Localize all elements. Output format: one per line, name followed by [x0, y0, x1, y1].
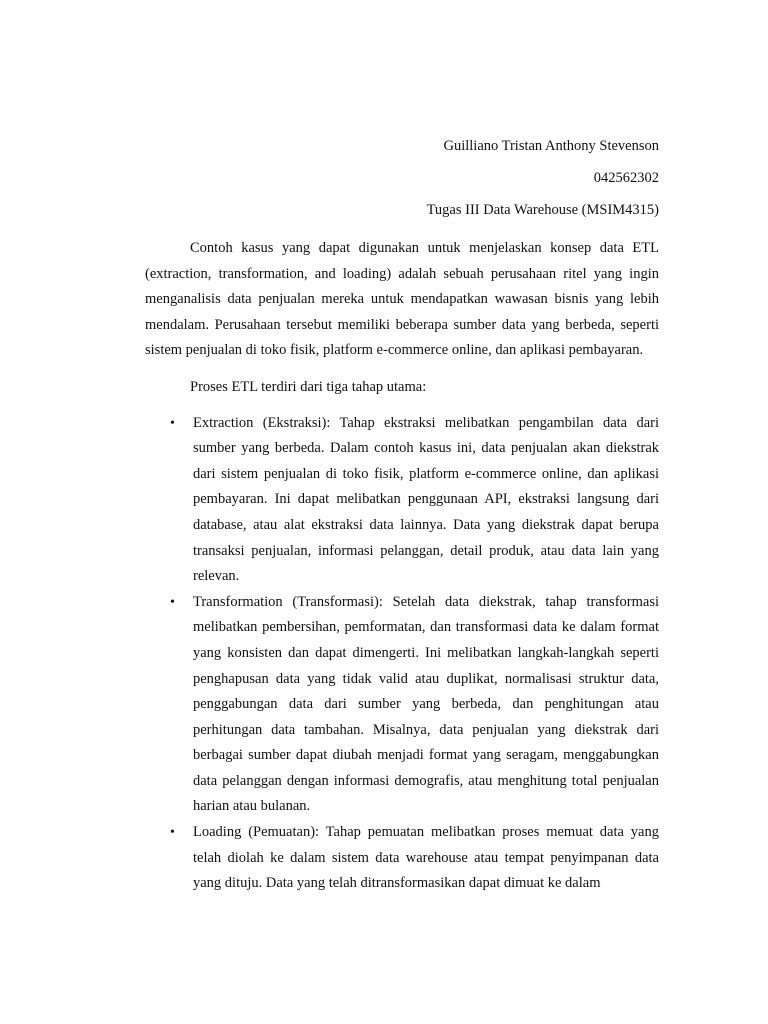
step-text: Transformation (Transformasi): Setelah data diekstrak, tahap transformasi melibatkan pembersihan, pemformatan, dan transformasi data ke dalam format yang konsisten dan dapat dimengerti. Ini melibatkan langkah-langkah seperti penghapusan data yang tidak valid atau duplikat, normalisasi struktur data, penggabungan data dari sumber yang berbeda, dan penghitungan atau perhitungan data tambahan. Misalnya, data penjualan yang diekstrak dari berbagai sumber dapat diubah menjadi format yang seragam, menggabungkan data pelanggan dengan informasi demografis, atau menghitung total penjualan harian atau bulanan.: [193, 593, 659, 815]
step-text: Loading (Pemuatan): Tahap pemuatan melibatkan proses memuat data yang telah diolah ke dalam sistem data warehouse atau tempat penyimpanan data yang dituju. Data yang telah ditransformasikan dapat dimuat ke dalam: [193, 824, 659, 892]
intro-paragraph: Contoh kasus yang dapat digunakan untuk menjelaskan konsep data ETL (extraction, transformation, and loading) adalah sebuah perusahaan ritel yang ingin menganalisis data penjualan mereka untuk mendapatkan wawasan bisnis yang lebih mendalam. Perusahaan tersebut memiliki beberapa sumber data yang berbeda, seperti sistem penjualan di toko fisik, platform e-commerce online, dan aplikasi pembayaran.: [145, 240, 659, 359]
etl-steps-list: [145, 411, 659, 897]
process-intro: Proses ETL terdiri dari tiga tahap utama:: [190, 378, 427, 395]
step-text: Extraction (Ekstraksi): Tahap ekstraksi melibatkan pengambilan data dari sumber yang berbeda. Dalam contoh kasus ini, data penjualan akan diekstrak dari sistem penjualan di toko fisik, platform e-commerce online, dan aplikasi pembayaran. Ini dapat melibatkan penggunaan API, ekstraksi langsung dari database, atau alat ekstraksi data lainnya. Data yang diekstrak dapat berupa transaksi penjualan, informasi pelanggan, detail produk, atau data lain yang relevan.: [193, 414, 659, 585]
bullet-icon: •: [170, 594, 175, 610]
bullet-icon: •: [170, 825, 175, 841]
author-name: Guilliano Tristan Anthony Stevenson: [443, 138, 659, 154]
list-item: [145, 820, 659, 897]
bullet-icon: •: [170, 415, 175, 431]
list-item: [145, 411, 659, 590]
student-id: 042562302: [593, 170, 659, 186]
document-body: [145, 236, 659, 897]
assignment-title: Tugas III Data Warehouse (MSIM4315): [426, 202, 659, 218]
document-header: [145, 136, 659, 225]
list-item: [145, 590, 659, 820]
